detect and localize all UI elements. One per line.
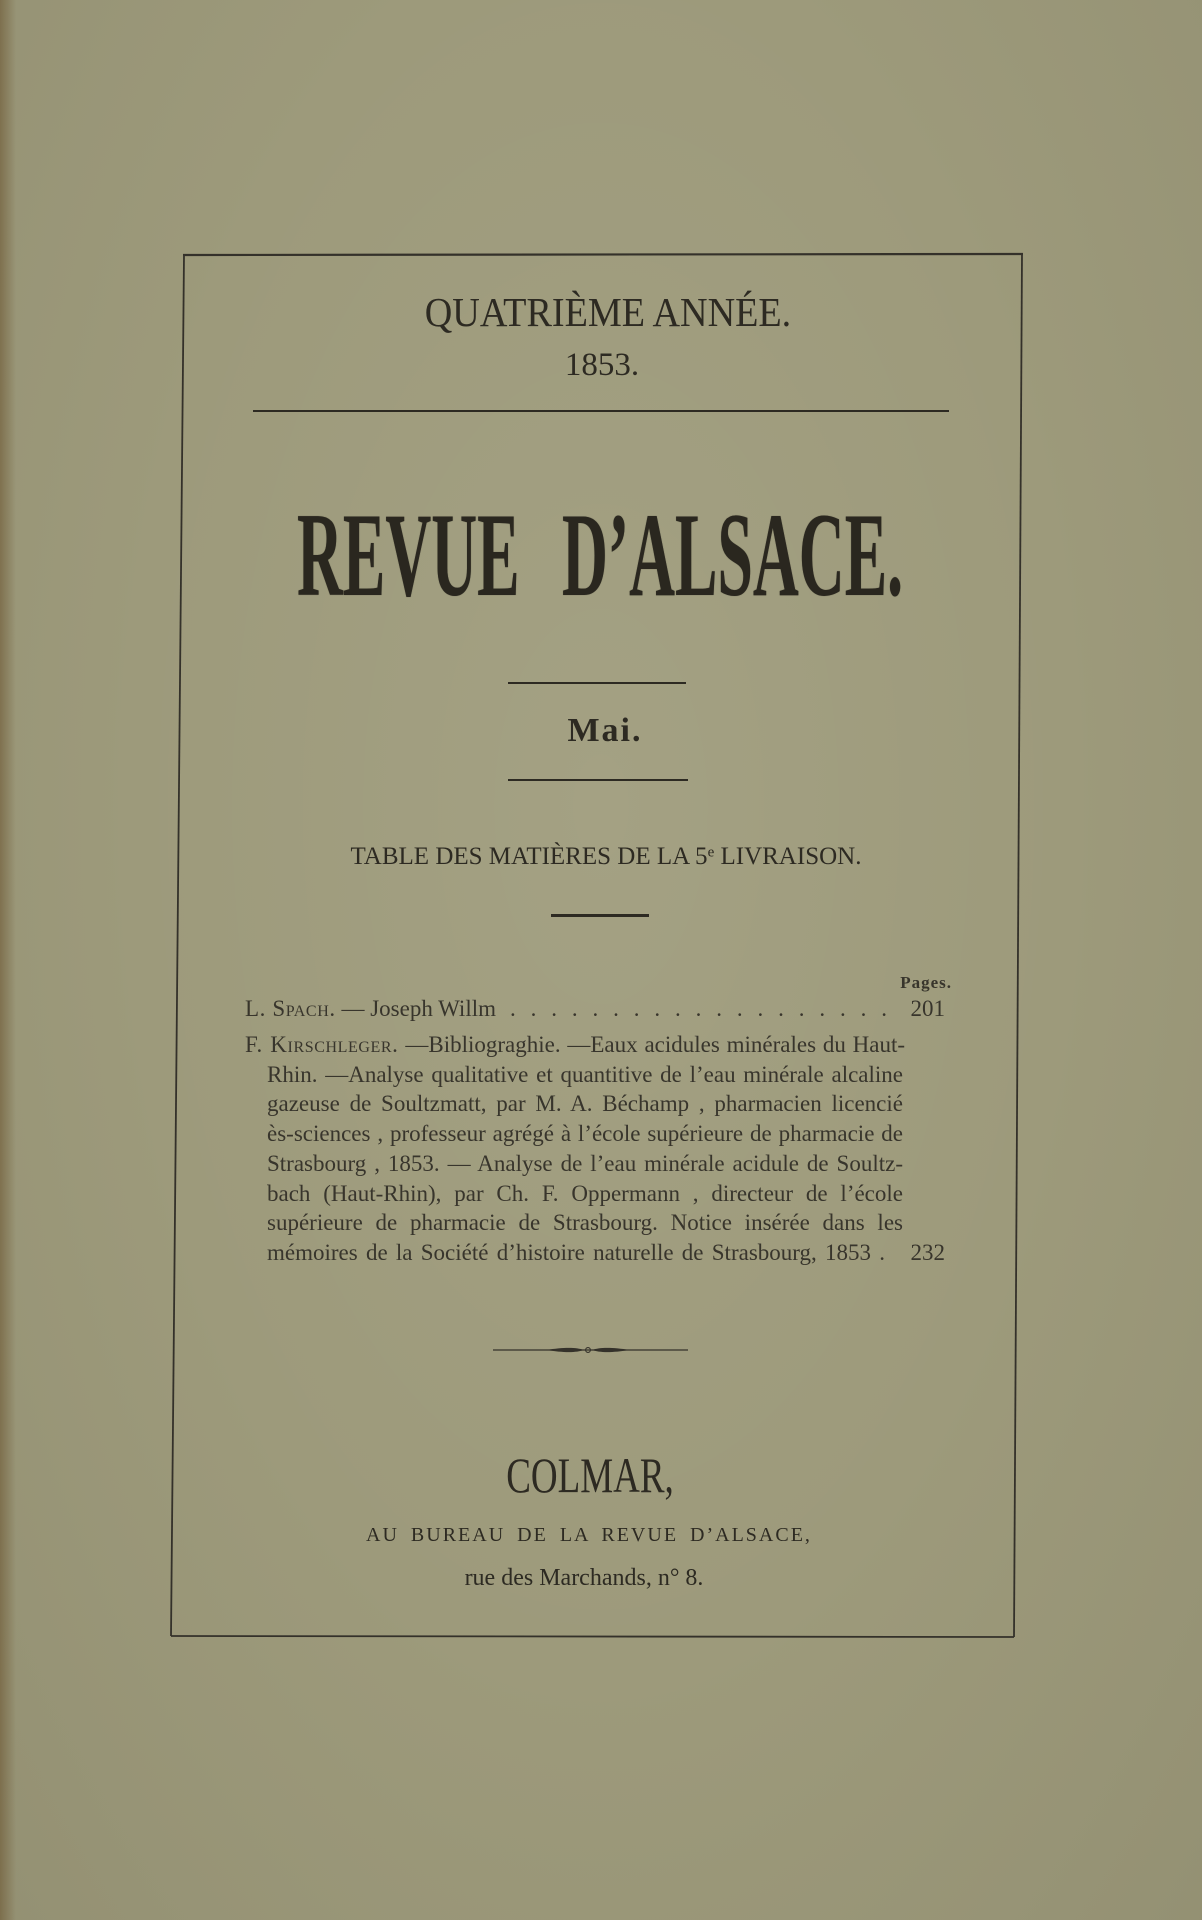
toc-entry-title: —Bibliograghie. —Eaux acidules minérales du Haut- [398,1032,905,1057]
toc-entry-line: ès-sciences , professeur agrégé à l’école supérieure de pharmacie de [267,1121,903,1147]
imprint-city: COLMAR, [506,1447,674,1503]
imprint-publisher: AU BUREAU DE LA REVUE D’ALSACE, [366,1524,812,1546]
contents-heading [206,842,1006,872]
ornament-swell-right [592,1348,630,1352]
month-rule-bottom [508,779,688,781]
border-bottom [171,1636,1014,1637]
contents-divider-rule [551,914,649,917]
toc-entry-line: supérieure de pharmacie de Strasbourg. Notice insérée dans les [267,1210,903,1236]
issue-month: Mai. [567,712,643,749]
toc-entry-author: L. Spach. [245,996,336,1021]
toc-entry-page-number: 201 [910,996,945,1021]
toc-entry-line: bach (Haut-Rhin), par Ch. F. Oppermann , directeur de l’école [267,1180,903,1206]
toc-entry-title: — Joseph Willm [335,996,496,1021]
toc-entry-line: mémoires de la Société d’histoire naturelle de Strasbourg, 1853 . [267,1239,886,1265]
edition-label: QUATRIÈME ANNÉE. [424,289,792,335]
border-top [183,254,1023,255]
publication-year: 1853. [564,347,640,383]
table-of-contents [245,994,945,1268]
border-right [1014,254,1022,1637]
header-divider-rule [253,410,949,412]
border-left [171,255,184,1636]
contents-heading-superscript: e [707,844,715,861]
toc-entry-author: F. Kirschleger. [245,1032,399,1057]
imprint-address: rue des Marchands, n° 8. [464,1565,704,1591]
toc-entry [245,994,945,1024]
pages-column-label: Pages. [900,973,952,992]
toc-entry-line: Rhin. —Analyse qualitative et quantitive de l’eau minérale alcaline [267,1061,903,1087]
dot-leader: . . . . . . . . . . . . . . . . . . . [510,996,887,1021]
toc-entry-line: gazeuse de Soultzmatt, par M. A. Béchamp , pharmacien licencié [267,1091,903,1117]
month-rule-top [508,682,686,684]
ornamental-rule [488,1340,694,1360]
ornament-swell-left [546,1348,584,1352]
toc-entry-label [245,994,496,1024]
toc-entry-line: Strasbourg , 1853. — Analyse de l’eau minérale acidule de Soultz- [267,1150,903,1176]
toc-entry [245,1030,945,1268]
contents-heading-text: TABLE DES MATIÈRES DE LA 5 [350,843,708,870]
masthead-title: REVUE D’ALSACE. [296,488,904,621]
toc-entry-last-line [267,1238,945,1268]
toc-entry-page-number: 232 [910,1239,945,1265]
toc-entry-line [245,1030,905,1060]
contents-heading-text-after: LIVRAISON. [714,843,862,870]
